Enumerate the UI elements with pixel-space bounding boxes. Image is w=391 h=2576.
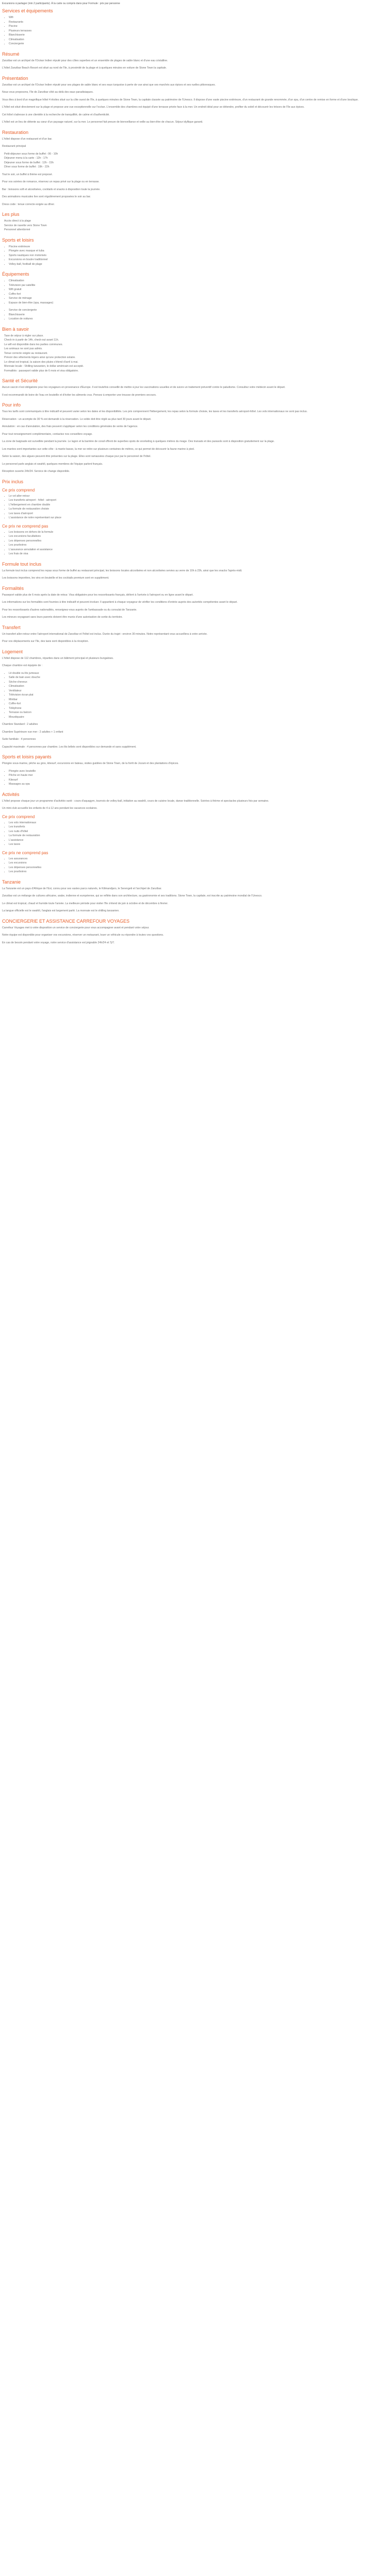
info-paragraph: Réservation : un acompte de 30 % est demandé à la réservation. Le solde doit être réglé au plus tard 30 jours avant le départ. bbox=[2, 417, 152, 421]
info-paragraph: Annulation : en cas d'annulation, des frais peuvent s'appliquer selon les conditions générales de vente de l'agence. bbox=[2, 425, 138, 428]
logement-paragraph: Chambre Supérieure vue mer : 2 adultes + 1 enfant bbox=[2, 730, 63, 734]
non-inclus-heading: Ce prix ne comprend pas bbox=[2, 523, 48, 529]
list-item: • Blanchisserie bbox=[9, 33, 386, 38]
presentation-paragraph: Vous êtes à bord d'un magnifique hôtel 4 étoiles situé sur la côte ouest de l'île, à quelques minutes de Stone Town, la capitale classée au patrimoine de l'Unesco. Il dispose d'une vaste piscine extérieure, d'un restaurant de grande renommée, d'un spa, d'un centre de remise en forme et d'une boutique. bbox=[2, 98, 359, 101]
formule-paragraph: La formule tout inclus comprend les repas sous forme de buffet au restaurant principal, les boissons locales alcoolisées et non alcoolisées servies au verre de 10h à 23h, ainsi que les snacks l'après-midi. bbox=[2, 569, 242, 572]
list-item: Service de navette vers Stone Town bbox=[4, 224, 47, 227]
resume-title: Résumé bbox=[2, 51, 20, 57]
list-item: • Les pourboires bbox=[9, 870, 386, 874]
list-item: • Coffre-fort bbox=[9, 292, 386, 297]
conciergerie-title: CONCIERGERIE ET ASSISTANCE CARREFOUR VOYAGES bbox=[2, 918, 130, 924]
list-item: • Blanchisserie bbox=[9, 313, 386, 317]
extra-paragraph: Selon la saison, des algues peuvent être présentes sur la plage. Elles sont ramassées chaque jour par le personnel de l'hôtel. bbox=[2, 455, 151, 458]
logement-paragraph: Capacité maximale : 4 personnes par chambre. Les lits bébés sont disponibles sur demande et sans supplément. bbox=[2, 745, 137, 749]
presentation-paragraph: L'hôtel est situé directement sur la plage et propose une vue exceptionnelle sur l'océan. L'ensemble des chambres est équipé d'une terrasse privée face à la mer. Un endroit idéal pour se détendre, profiter du soleil et découvrir les trésors de l'île aux épices. bbox=[2, 106, 305, 109]
list-item: • Les dépenses personnelles bbox=[9, 866, 386, 870]
list-item: Le climat est tropical, la saison des pluies s'étend d'avril à mai. bbox=[4, 360, 78, 364]
inclus-heading: Ce prix comprend bbox=[2, 487, 35, 493]
list-item: • L'assistance de notre représentant sur place bbox=[9, 516, 386, 520]
list-item: • Les boissons en dehors de la formule bbox=[9, 530, 386, 535]
extra-paragraph: Les marées sont importantes sur cette côte : à marée basse, la mer se retire sur plusieurs centaines de mètres, ce qui permet de découvrir la faune marine à pied. bbox=[2, 447, 195, 451]
list-item: • Plongée avec masque et tuba bbox=[9, 249, 386, 253]
logement-intro: L'hôtel dispose de 112 chambres, réparties dans un bâtiment principal et plusieurs bungalows. bbox=[2, 656, 114, 660]
tanzanie-paragraph: La langue officielle est le swahili, l'anglais est largement parlé. La monnaie est le shilling tanzanien. bbox=[2, 909, 120, 912]
list-item: • Sports nautiques non motorisés bbox=[9, 253, 386, 258]
list-item: • Terrasse ou balcon bbox=[9, 710, 386, 715]
services-list bbox=[2, 15, 386, 46]
sante-paragraph: Aucun vaccin n'est obligatoire pour les voyageurs en provenance d'Europe. Il est toutefois conseillé de mettre à jour les vaccinations usuelles et de suivre un traitement préventif contre le paludisme. Consultez votre médecin avant le départ. bbox=[2, 386, 286, 389]
list-item: Le wifi est disponible dans les parties communes. bbox=[4, 343, 63, 346]
prix-heading: Ce prix comprend bbox=[2, 814, 35, 819]
list-item: • Télévision écran plat bbox=[9, 693, 386, 698]
list-item: • Les taxes d'aéroport bbox=[9, 512, 386, 516]
equipements-list bbox=[2, 279, 386, 305]
list-item: • Service de conciergerie bbox=[9, 308, 386, 313]
restauration-title: Restauration bbox=[2, 129, 29, 135]
list-item: • Wifi bbox=[9, 15, 386, 20]
list-item: • Espace de bien-être (spa, massages) bbox=[9, 301, 386, 306]
list-item: • Les excursions bbox=[9, 861, 386, 866]
list-item: • Climatisation bbox=[9, 684, 386, 689]
list-item: • Service de ménage bbox=[9, 296, 386, 301]
inclus-list bbox=[2, 494, 386, 520]
list-item: • Conciergerie bbox=[9, 42, 386, 46]
list-item: • Les nuits d'hôtel bbox=[9, 829, 386, 834]
list-item: • Le vol aller-retour bbox=[9, 494, 386, 499]
prix-list-2 bbox=[2, 857, 386, 874]
presentation-paragraph: Cet hôtel s'adresse à une clientèle à la recherche de tranquillité, de calme et d'authenticité. bbox=[2, 113, 110, 116]
list-item: • Téléphone bbox=[9, 706, 386, 711]
sante-paragraph: Il est recommandé de boire de l'eau en bouteille et d'éviter les aliments crus. Pensez à emporter une trousse de premiers secours. bbox=[2, 393, 157, 397]
list-item: Les animaux ne sont pas admis. bbox=[4, 347, 43, 350]
info-title: Pour info bbox=[2, 402, 21, 408]
list-item: • Volley-ball, football de plage bbox=[9, 262, 386, 267]
info-paragraph: Pour tout renseignement complémentaire, contactez nos conseillers voyage. bbox=[2, 432, 93, 436]
list-item: • Minibar bbox=[9, 698, 386, 702]
sorties-list bbox=[2, 769, 386, 787]
list-item: • Massages au spa bbox=[9, 782, 386, 787]
list-item: Tenue correcte exigée au restaurant. bbox=[4, 351, 48, 355]
list-item: • Wifi gratuit bbox=[9, 287, 386, 292]
list-item: • Plusieurs terrasses bbox=[9, 29, 386, 33]
list-item: • Moustiquaire bbox=[9, 715, 386, 720]
conciergerie-paragraph: En cas de besoin pendant votre voyage, notre service d'assistance est joignable 24h/24 et 7j/7. bbox=[2, 941, 115, 944]
list-item: • Restaurants bbox=[9, 20, 386, 25]
list-item: • Les dépenses personnelles bbox=[9, 539, 386, 544]
restauration-paragraph: Dress code : tenue correcte exigée au dîner. bbox=[2, 202, 55, 206]
list-item: • Excursions en boutre traditionnel bbox=[9, 258, 386, 262]
logement-heading: Chaque chambre est équipée de : bbox=[2, 664, 43, 667]
non-inclus-list bbox=[2, 530, 386, 556]
equipements-title: Équipements bbox=[2, 272, 29, 277]
list-item: • Piscine bbox=[9, 24, 386, 29]
list-item: Accès direct à la plage bbox=[4, 219, 31, 223]
list-item: • Kitesurf bbox=[9, 778, 386, 783]
list-item: Prévoir des vêtements légers ainsi qu'une protection solaire. bbox=[4, 356, 76, 359]
list-item: • Les vols internationaux bbox=[9, 821, 386, 825]
list-item: • Salle de bain avec douche bbox=[9, 675, 386, 680]
formule-paragraph: Les boissons importées, les vins en bouteille et les cocktails premium sont en supplément. bbox=[2, 577, 109, 580]
list-item: Monnaie locale : Shilling tanzanien, le dollar américain est accepté. bbox=[4, 365, 84, 368]
formalites-paragraph: Pour les ressortissants d'autres nationalités, renseignez-vous auprès de l'ambassade ou du consulat de Tanzanie. bbox=[2, 608, 137, 612]
logement-list bbox=[2, 671, 386, 720]
list-item: • Piscine extérieure bbox=[9, 245, 386, 249]
restauration-paragraph: Pour vos soirées de romance, réservez un repas privé sur la plage ou en terrasse. bbox=[2, 180, 100, 183]
resume-paragraph: Zanzibar est un archipel de l'Océan Indien réputé pour des côtes superbes et un ensemble de plages de sable blanc et d'une eau cristalline. bbox=[2, 59, 168, 62]
list-item: Personnel attentionné bbox=[4, 228, 30, 231]
list-item: • Les taxes bbox=[9, 842, 386, 847]
list-item: • Les transferts bbox=[9, 825, 386, 829]
extra-paragraph: La zone de baignade est surveillée pendant la journée. Le lagon et la barrière de corail offrent de superbes spots de snorkeling à quelques mètres du rivage. Des transats et des parasols sont à disposition gratuitement sur la plage. bbox=[2, 440, 275, 443]
list-item: • Ventilateur bbox=[9, 689, 386, 693]
presentation-title: Présentation bbox=[2, 75, 28, 81]
list-item: • Les transferts aéroport - hôtel - aéroport bbox=[9, 498, 386, 503]
prix-inclus-title: Prix inclus bbox=[2, 479, 24, 484]
presentation-paragraph: Zanzibar est un archipel de l'Océan Indien réputé pour ses plages de sable blanc et ses eaux turquoise à perte de vue ainsi que ses marchés aux épices et ses ruelles pittoresques. bbox=[2, 83, 216, 87]
prix-list bbox=[2, 821, 386, 847]
list-item: • Télévision par satellite bbox=[9, 283, 386, 288]
presentation-paragraph: Nous vous proposons, l'île de Zanzibar côté au-delà des eaux paradisiaques. bbox=[2, 91, 94, 94]
bien-a-savoir-list bbox=[2, 334, 386, 374]
list-item: Taxe de séjour à régler sur place. bbox=[4, 334, 44, 337]
les-plus-list bbox=[2, 219, 386, 232]
transfert-title: Transfert bbox=[2, 624, 21, 630]
conciergerie-paragraph: Carrefour Voyages met à votre disposition un service de conciergerie pour vous accompagner avant et pendant votre séjour. bbox=[2, 926, 150, 929]
list-item: • Coffre-fort bbox=[9, 702, 386, 706]
list-item: • Les frais de visa bbox=[9, 552, 386, 556]
extra-paragraph: Réception ouverte 24h/24. Service de change disponible. bbox=[2, 470, 70, 473]
page bbox=[0, 0, 391, 945]
formalites-paragraph: Les mineurs voyageant sans leurs parents doivent être munis d'une autorisation de sortie du territoire. bbox=[2, 616, 123, 619]
logement-title: Logement bbox=[2, 649, 23, 654]
list-item: Dîner sous forme de buffet : 19h - 22h bbox=[4, 165, 50, 168]
logement-paragraph: Suite familiale : 4 personnes bbox=[2, 738, 36, 741]
equipements-list-extra bbox=[2, 308, 386, 321]
bien-a-savoir-title: Bien à savoir bbox=[2, 326, 29, 332]
list-item: Check-in à partir de 14h, check-out avant 11h. bbox=[4, 338, 59, 342]
services-title: Services et équipements bbox=[2, 8, 53, 13]
info-paragraph: Tous les tarifs sont communiqués à titre indicatif et peuvent varier selon les dates et les disponibilités. Les prix comprennent l'hébergement, les repas selon la formule choisie, les taxes et les transferts aéroport-hôtel. Les vols internationaux ne sont pas inclus. bbox=[2, 410, 308, 413]
restauration-paragraph: Des animations musicales live sont régulièrement proposées le soir au bar. bbox=[2, 195, 91, 198]
list-item: • L'hébergement en chambre double bbox=[9, 503, 386, 507]
tanzanie-paragraph: Le climat est tropical, chaud et humide toute l'année. La meilleure période pour visiter l'île s'étend de juin à octobre et de décembre à février. bbox=[2, 902, 168, 905]
activites-paragraph: Un mini-club accueille les enfants de 4 à 12 ans pendant les vacances scolaires. bbox=[2, 807, 97, 810]
list-item: • Climatisation bbox=[9, 38, 386, 42]
list-item: • Sèche-cheveux bbox=[9, 680, 386, 685]
activites-paragraph: L'hôtel propose chaque jour un programme d'activités varié : cours d'aquagym, tournois de volley-ball, initiation au swahili, cours de cuisine locale, danse traditionnelle. Soirées à thème et spectacles plusieurs fois par semaine. bbox=[2, 799, 269, 803]
logement-paragraph: Chambre Standard : 2 adultes bbox=[2, 723, 38, 726]
tanzanie-title: Tanzanie bbox=[2, 879, 21, 885]
list-item: Déjeuner menu à la carte : 12h - 17h bbox=[4, 157, 48, 160]
resume-paragraph: L'hôtel Zanzibar Beach Resort est situé au nord de l'île, à proximité de la plage et à quelques minutes en voiture de Stone Town la capitale. bbox=[2, 66, 167, 70]
restauration-hours bbox=[2, 152, 386, 170]
extra-paragraph: Le personnel parle anglais et swahili, quelques membres de l'équipe parlent français. bbox=[2, 462, 103, 466]
restauration-heading: Restaurant principal bbox=[2, 145, 26, 148]
list-item: Petit-déjeuner sous forme de buffet : 06 - 10h bbox=[4, 152, 58, 156]
restauration-intro: L'hôtel dispose d'un restaurant et d'un bar. bbox=[2, 137, 53, 141]
list-item: • Les excursions facultatives bbox=[9, 534, 386, 539]
sante-title: Santé et Sécurité bbox=[2, 378, 38, 383]
list-item: • Pêche en haute mer bbox=[9, 773, 386, 778]
formalites-paragraph: Passeport valide plus de 6 mois après la date de retour. Visa obligatoire pour les ressortissants français, délivré à l'arrivée à l'aéroport ou en ligne avant le départ. bbox=[2, 593, 193, 597]
list-item: • L'assistance bbox=[9, 838, 386, 843]
formalites-title: Formalités bbox=[2, 585, 24, 591]
transfert-paragraph: Un transfert aller-retour entre l'aéroport international de Zanzibar et l'hôtel est inclus. Durée du trajet : environ 30 minutes. Notre représentant vous accueillera à votre arrivée. bbox=[2, 632, 208, 636]
sports-list bbox=[2, 245, 386, 267]
list-item: • Climatisation bbox=[9, 279, 386, 283]
list-item: • Lit double ou lits jumeaux bbox=[9, 671, 386, 676]
prix-heading-2: Ce prix ne comprend pas bbox=[2, 850, 48, 855]
tanzanie-paragraph: La Tanzanie est un pays d'Afrique de l'Est, connu pour ses vastes parcs naturels, le Kilimandjaro, le Serengeti et l'archipel de Zanzibar. bbox=[2, 887, 162, 890]
top-line: Excursions à partager (min 2 participants). À la carte ou compris dans pour Formule : prix par personne bbox=[2, 2, 120, 5]
list-item: Déjeuner sous forme de buffet : 12h - 15h bbox=[4, 161, 54, 164]
list-item: • Les assurances bbox=[9, 857, 386, 861]
restauration-paragraph: Tout le soir, un buffet à thème est proposé. bbox=[2, 173, 53, 176]
sports-title: Sports et loisirs bbox=[2, 237, 34, 243]
transfert-paragraph: Pour vos déplacements sur l'île, des taxis sont disponibles à la réception. bbox=[2, 640, 89, 643]
tanzanie-paragraph: Zanzibar est un mélange de cultures africaine, arabe, indienne et européenne, qui se reflète dans son architecture, sa gastronomie et ses traditions. Stone Town, la capitale, est inscrite au patrimoine mondial de l'Unesco. bbox=[2, 894, 263, 897]
formalites-paragraph: Les informations sur les formalités sont fournies à titre indicatif et peuvent évoluer. Il appartient à chaque voyageur de vérifier les conditions d'entrée auprès des autorités compétentes avant le départ. bbox=[2, 601, 238, 604]
formule-title: Formule tout inclus bbox=[2, 561, 42, 567]
list-item: • Location de voitures bbox=[9, 317, 386, 321]
list-item: • Les pourboires bbox=[9, 543, 386, 548]
sorties-title: Sports et loisirs payants bbox=[2, 754, 52, 759]
list-item: • Plongée avec bouteille bbox=[9, 769, 386, 774]
conciergerie-paragraph: Notre équipe est disponible pour organiser vos excursions, réserver un restaurant, louer un véhicule ou répondre à toutes vos questions. bbox=[2, 934, 164, 937]
sorties-paragraph: Plongée sous-marine, pêche au gros, kitesurf, excursions en bateau, visites guidées de Stone Town, de la forêt de Jozani et des plantations d'épices. bbox=[2, 762, 179, 765]
list-item: • L'assurance annulation et assistance bbox=[9, 548, 386, 552]
les-plus-title: Les plus bbox=[2, 212, 20, 217]
presentation-paragraph: L'hôtel est un lieu de détente au cœur d'un paysage naturel, sur la mer. Le personnel fait preuve de bienveillance et veille au bien-être de chacun. Séjour idyllique garanti. bbox=[2, 121, 203, 124]
activites-title: Activités bbox=[2, 791, 20, 797]
list-item: Formalités : passeport valide plus de 6 mois et visa obligatoire. bbox=[4, 369, 79, 372]
restauration-paragraph: Bar : boissons soft et alcoolisées, cocktails et snacks à disposition toute la journée. bbox=[2, 188, 101, 191]
list-item: • La formule de restauration choisie bbox=[9, 507, 386, 512]
list-item: • La formule de restauration bbox=[9, 834, 386, 838]
